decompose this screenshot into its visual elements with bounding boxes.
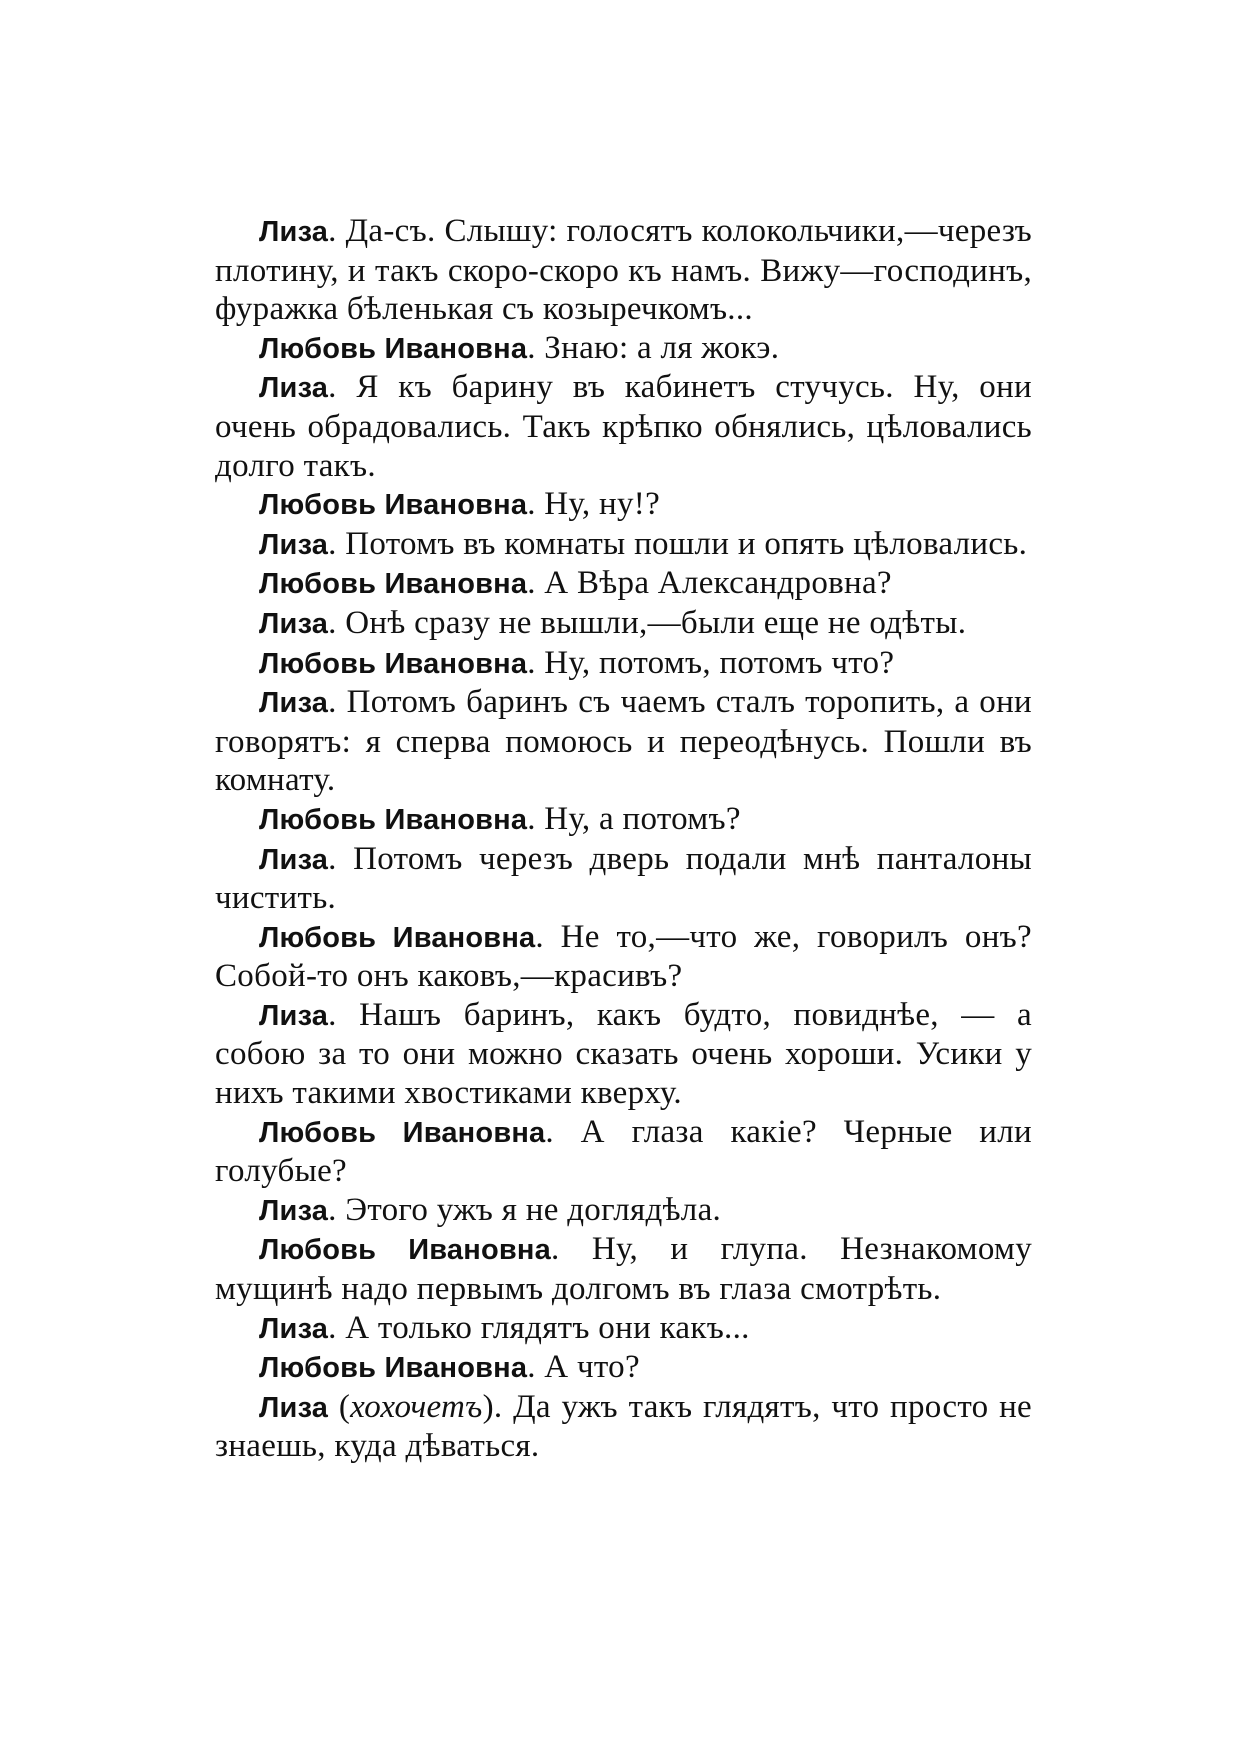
line-text: . Ну, ну!? xyxy=(527,486,661,523)
dialogue-line xyxy=(215,604,1032,644)
speaker-name: Любовь Ивановна xyxy=(259,1116,546,1149)
speaker-name: Любовь Ивановна xyxy=(259,1352,528,1385)
speaker-name: Лиза xyxy=(259,843,329,876)
line-text: . Потомъ въ комнаты пошли и опять цѣловались. xyxy=(328,525,1028,562)
speaker-name: Любовь Ивановна xyxy=(259,803,528,836)
speaker-name: Любовь Ивановна xyxy=(259,647,528,680)
speaker-name: Любовь Ивановна xyxy=(259,1234,551,1267)
line-text: . Не то,—что же, говорилъ онъ? Собой-то онъ каковъ,—красивъ? xyxy=(215,918,1032,995)
dialogue-line xyxy=(215,996,1032,1113)
speaker-name: Лиза xyxy=(259,216,329,248)
dialogue-line xyxy=(215,212,1032,329)
stage-direction: хохочетъ xyxy=(350,1388,483,1425)
dialogue-line xyxy=(215,485,1032,525)
line-text: . А Вѣра Александровна? xyxy=(527,565,892,602)
speaker-name: Лиза xyxy=(259,607,329,640)
line-text: ). Да ужъ такъ глядятъ, что просто не знаешь, куда дѣваться. xyxy=(215,1388,1032,1465)
line-text: . А глаза какіе? Черные или голубые? xyxy=(215,1113,1032,1190)
speaker-name: Лиза xyxy=(259,1312,329,1345)
dialogue-line xyxy=(215,1309,1032,1349)
line-text: . Да-съ. Слышу: голосятъ колокольчики,—черезъ плотину, и такъ скоро-скоро къ намъ. Вижу—господинъ, фуражка бѣленькая съ козыречкомъ... xyxy=(215,213,1032,328)
dialogue-line xyxy=(215,800,1032,840)
line-text: . Ну, а потомъ? xyxy=(527,800,741,837)
line-text: . А что? xyxy=(527,1349,640,1386)
dialogue-line xyxy=(215,1230,1032,1308)
play-dialogue xyxy=(215,212,1032,1466)
line-text: . Ну, и глупа. Незнакомому мущинѣ надо первымъ долгомъ въ глаза смотрѣть. xyxy=(215,1231,1032,1308)
speaker-name: Лиза xyxy=(259,1194,329,1227)
speaker-name: Лиза xyxy=(259,687,329,720)
speaker-name: Любовь Ивановна xyxy=(259,921,536,954)
speaker-name: Лиза xyxy=(259,372,329,405)
dialogue-line xyxy=(215,1388,1032,1466)
line-text: . Потомъ черезъ дверь подали мнѣ панталоны чистить. xyxy=(215,840,1032,917)
dialogue-line xyxy=(215,1348,1032,1388)
line-text: . А только глядятъ они какъ... xyxy=(328,1309,750,1346)
line-text: . Знаю: а ля жокэ. xyxy=(527,329,780,366)
dialogue-line xyxy=(215,329,1032,369)
speaker-name: Лиза xyxy=(259,1391,329,1424)
line-text-open: ( xyxy=(328,1388,351,1425)
dialogue-line xyxy=(215,918,1032,996)
line-text: . Потомъ баринъ съ чаемъ сталъ торопить, а они говорятъ: я сперва помоюсь и переодѣнусь. Пошли въ комнату. xyxy=(215,684,1032,799)
line-text: . Я къ барину въ кабинетъ стучусь. Ну, они очень обрадовались. Такъ крѣпко обнялись, цѣловались долго такъ. xyxy=(215,369,1032,484)
dialogue-line xyxy=(215,644,1032,684)
dialogue-line xyxy=(215,525,1032,565)
line-text: . Нашъ баринъ, какъ будто, повиднѣе, — а собою за то они можно сказать очень хороши. Усики у нихъ такими хвостиками кверху. xyxy=(215,996,1032,1112)
speaker-name: Любовь Ивановна xyxy=(259,332,528,365)
speaker-name: Любовь Ивановна xyxy=(259,489,528,522)
dialogue-line xyxy=(215,683,1032,800)
line-text: . Онѣ сразу не вышли,—были еще не одѣты. xyxy=(328,604,967,641)
dialogue-line xyxy=(215,1191,1032,1231)
dialogue-line xyxy=(215,368,1032,485)
line-text: . Ну, потомъ, потомъ что? xyxy=(527,644,895,681)
line-text: . Этого ужъ я не доглядѣла. xyxy=(328,1191,722,1228)
dialogue-line xyxy=(215,1113,1032,1191)
dialogue-line xyxy=(215,564,1032,604)
speaker-name: Любовь Ивановна xyxy=(259,568,528,601)
speaker-name: Лиза xyxy=(259,999,329,1032)
speaker-name: Лиза xyxy=(259,528,329,561)
dialogue-line xyxy=(215,840,1032,918)
